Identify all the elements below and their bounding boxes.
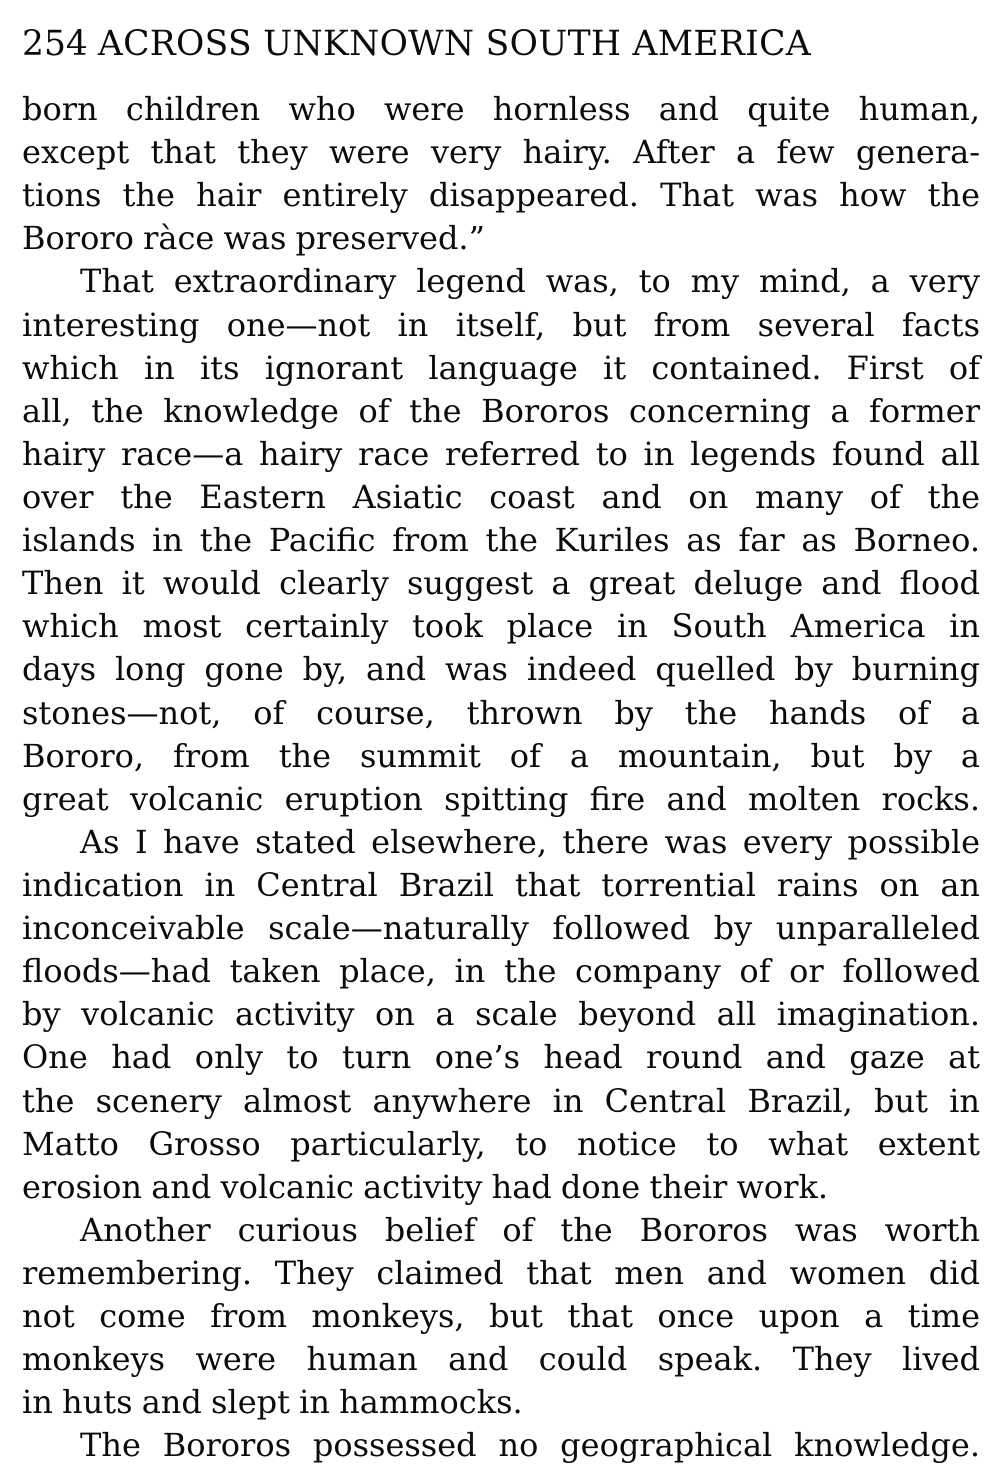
text-line: inconceivable scale—naturally followed by unparalleled: [22, 909, 980, 948]
text-line: over the Eastern Asiatic coast and on many of the: [22, 477, 980, 516]
text-line: Bororo, from the summit of a mountain, but by a: [22, 736, 980, 775]
paragraph-start-line: As I have stated elsewhere, there was every possible: [80, 822, 980, 861]
text-line: days long gone by, and was indeed quelled by burning: [22, 650, 980, 689]
text-line: not come from monkeys, but that once upon a time: [22, 1297, 980, 1336]
text-line: the scenery almost anywhere in Central Brazil, but in: [22, 1081, 980, 1120]
text-line: interesting one—not in itself, but from several facts: [22, 305, 980, 344]
text-line: born children who were hornless and quite human,: [22, 90, 980, 128]
text-line: monkeys were human and could speak. They lived: [22, 1340, 980, 1379]
text-line: islands in the Pacific from the Kuriles as far as Borneo.: [22, 521, 980, 560]
text-line: erosion and volcanic activity had done their work.: [22, 1167, 829, 1206]
running-title: ACROSS UNKNOWN SOUTH AMERICA: [97, 24, 811, 64]
paragraph-start-line: Another curious belief of the Bororos was worth: [80, 1210, 980, 1249]
page-header: [22, 22, 982, 66]
text-line: great volcanic eruption spitting fire and molten rocks.: [22, 779, 980, 818]
text-line: all, the knowledge of the Bororos concerning a former: [22, 391, 980, 430]
paragraph-start-line: That extraordinary legend was, to my mind, a very: [80, 262, 980, 301]
paragraph-start-line: The Bororos possessed no geographical knowledge.: [80, 1426, 980, 1465]
body-text: [22, 88, 980, 1468]
text-line: remembering. They claimed that men and women did: [22, 1253, 980, 1292]
text-line: by volcanic activity on a scale beyond all imagination.: [22, 995, 980, 1034]
text-line: Matto Grosso particularly, to notice to what extent: [22, 1124, 980, 1163]
page-number: 254: [22, 24, 88, 64]
text-line: Then it would clearly suggest a great deluge and flood: [22, 564, 980, 603]
text-line: which most certainly took place in South America in: [22, 607, 980, 646]
text-line: in huts and slept in hammocks.: [22, 1383, 523, 1422]
text-line: floods—had taken place, in the company of or followed: [22, 952, 980, 991]
text-line: except that they were very hairy. After a few genera-: [22, 133, 980, 172]
text-line: indication in Central Brazil that torrential rains on an: [22, 865, 980, 904]
text-line: stones—not, of course, thrown by the hands of a: [22, 693, 980, 732]
text-line: Bororo ràce was preserved.”: [22, 219, 485, 258]
text-line: hairy race—a hairy race referred to in legends found all: [22, 434, 980, 473]
text-line: tions the hair entirely disappeared. That was how the: [22, 176, 980, 215]
text-line: which in its ignorant language it contained. First of: [22, 348, 980, 387]
text-line: One had only to turn one’s head round and gaze at: [22, 1038, 980, 1077]
